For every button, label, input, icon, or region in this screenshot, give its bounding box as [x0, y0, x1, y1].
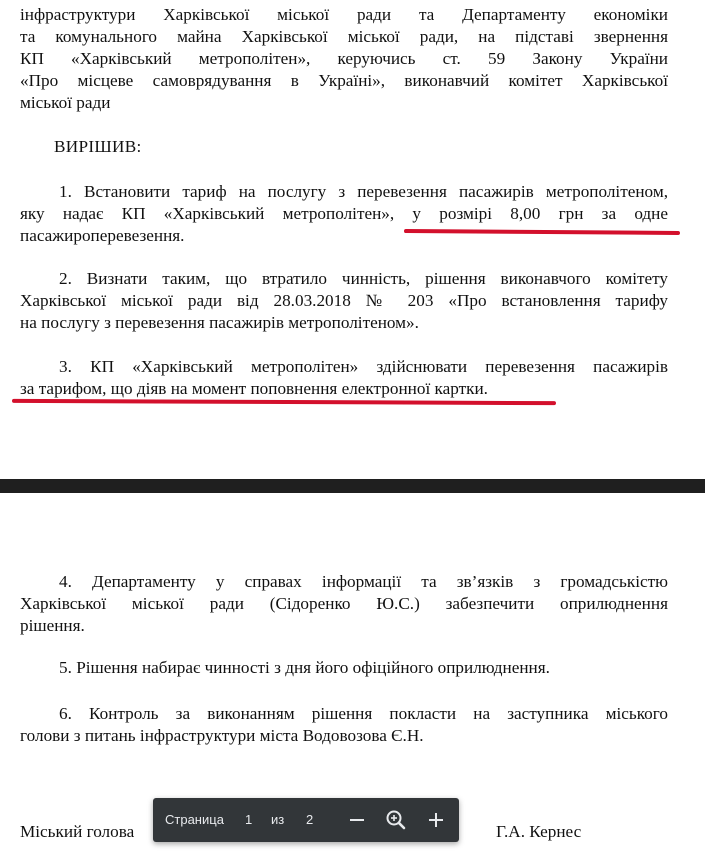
- of-label: из: [271, 812, 285, 827]
- zoom-out-button[interactable]: [343, 806, 371, 834]
- page-separator: [0, 479, 705, 493]
- decision-heading: ВИРІШИВ:: [54, 137, 142, 156]
- text-line: пасажироперевезення.: [20, 226, 185, 245]
- text-line: на послугу з перевезення пасажирів метрополітеном».: [20, 313, 419, 332]
- paragraph-item-6: [20, 703, 668, 747]
- total-pages: 2: [306, 812, 314, 827]
- text-line: рішення.: [20, 616, 85, 635]
- page-label: Страница: [165, 812, 224, 827]
- text-line: 4. Департаменту у справах інформації та зв’язків з громадськістю: [59, 572, 668, 591]
- text-line: інфраструктури Харківської міської ради та Департаменту економіки: [20, 5, 668, 24]
- magnifier-zoom-icon: [382, 806, 410, 834]
- zoom-in-button[interactable]: [422, 806, 450, 834]
- text-line: Харківської міської ради (Сідоренко Ю.С.) забезпечити оприлюднення: [20, 594, 668, 613]
- text-line: КП «Харківський метрополітен», керуючись ст. 59 Закону України: [20, 49, 668, 68]
- text-line: «Про місцеве самоврядування в Україні», виконавчий комітет Харківської: [20, 71, 668, 90]
- pdf-page-toolbar: [153, 798, 459, 842]
- paragraph-item-3: [20, 356, 668, 400]
- paragraph-item-2: [20, 268, 668, 334]
- text-line: 3. КП «Харківський метрополітен» здійснювати перевезення пасажирів: [59, 357, 668, 376]
- text-line: 2. Визнати таким, що втратило чинність, рішення виконавчого комітету: [59, 269, 668, 288]
- text-line: 5. Рішення набирає чинності з дня його офіційного оприлюднення.: [59, 658, 550, 677]
- minus-icon: [343, 806, 371, 834]
- plus-icon: [422, 806, 450, 834]
- signature-title: Міський голова: [20, 822, 135, 841]
- text-line: 6. Контроль за виконанням рішення покласти на заступника міського: [59, 704, 668, 723]
- text-line: 1. Встановити тариф на послугу з перевезення пасажирів метрополітеном,: [59, 182, 668, 201]
- text-line: голови з питань інфраструктури міста Водовозова Є.Н.: [20, 726, 424, 745]
- text-line: та комунального майна Харківської міської ради, на підставі звернення: [20, 27, 668, 46]
- text-line: міської ради: [20, 93, 111, 112]
- text-line: Харківської міської ради від 28.03.2018 № 203 «Про встановлення тарифу: [20, 291, 668, 310]
- current-page-input[interactable]: 1: [245, 812, 253, 827]
- text-line: за тарифом, що діяв на момент поповнення електронної картки.: [20, 379, 488, 398]
- zoom-fit-button[interactable]: [382, 806, 410, 834]
- paragraph-item-5: [20, 657, 668, 679]
- text-line: яку надає КП «Харківський метрополітен», у розмірі 8,00 грн за одне: [20, 204, 668, 223]
- paragraph-item-1: [20, 181, 668, 247]
- paragraph-intro: [20, 4, 668, 114]
- signature-name: Г.А. Кернес: [496, 822, 582, 841]
- paragraph-item-4: [20, 571, 668, 637]
